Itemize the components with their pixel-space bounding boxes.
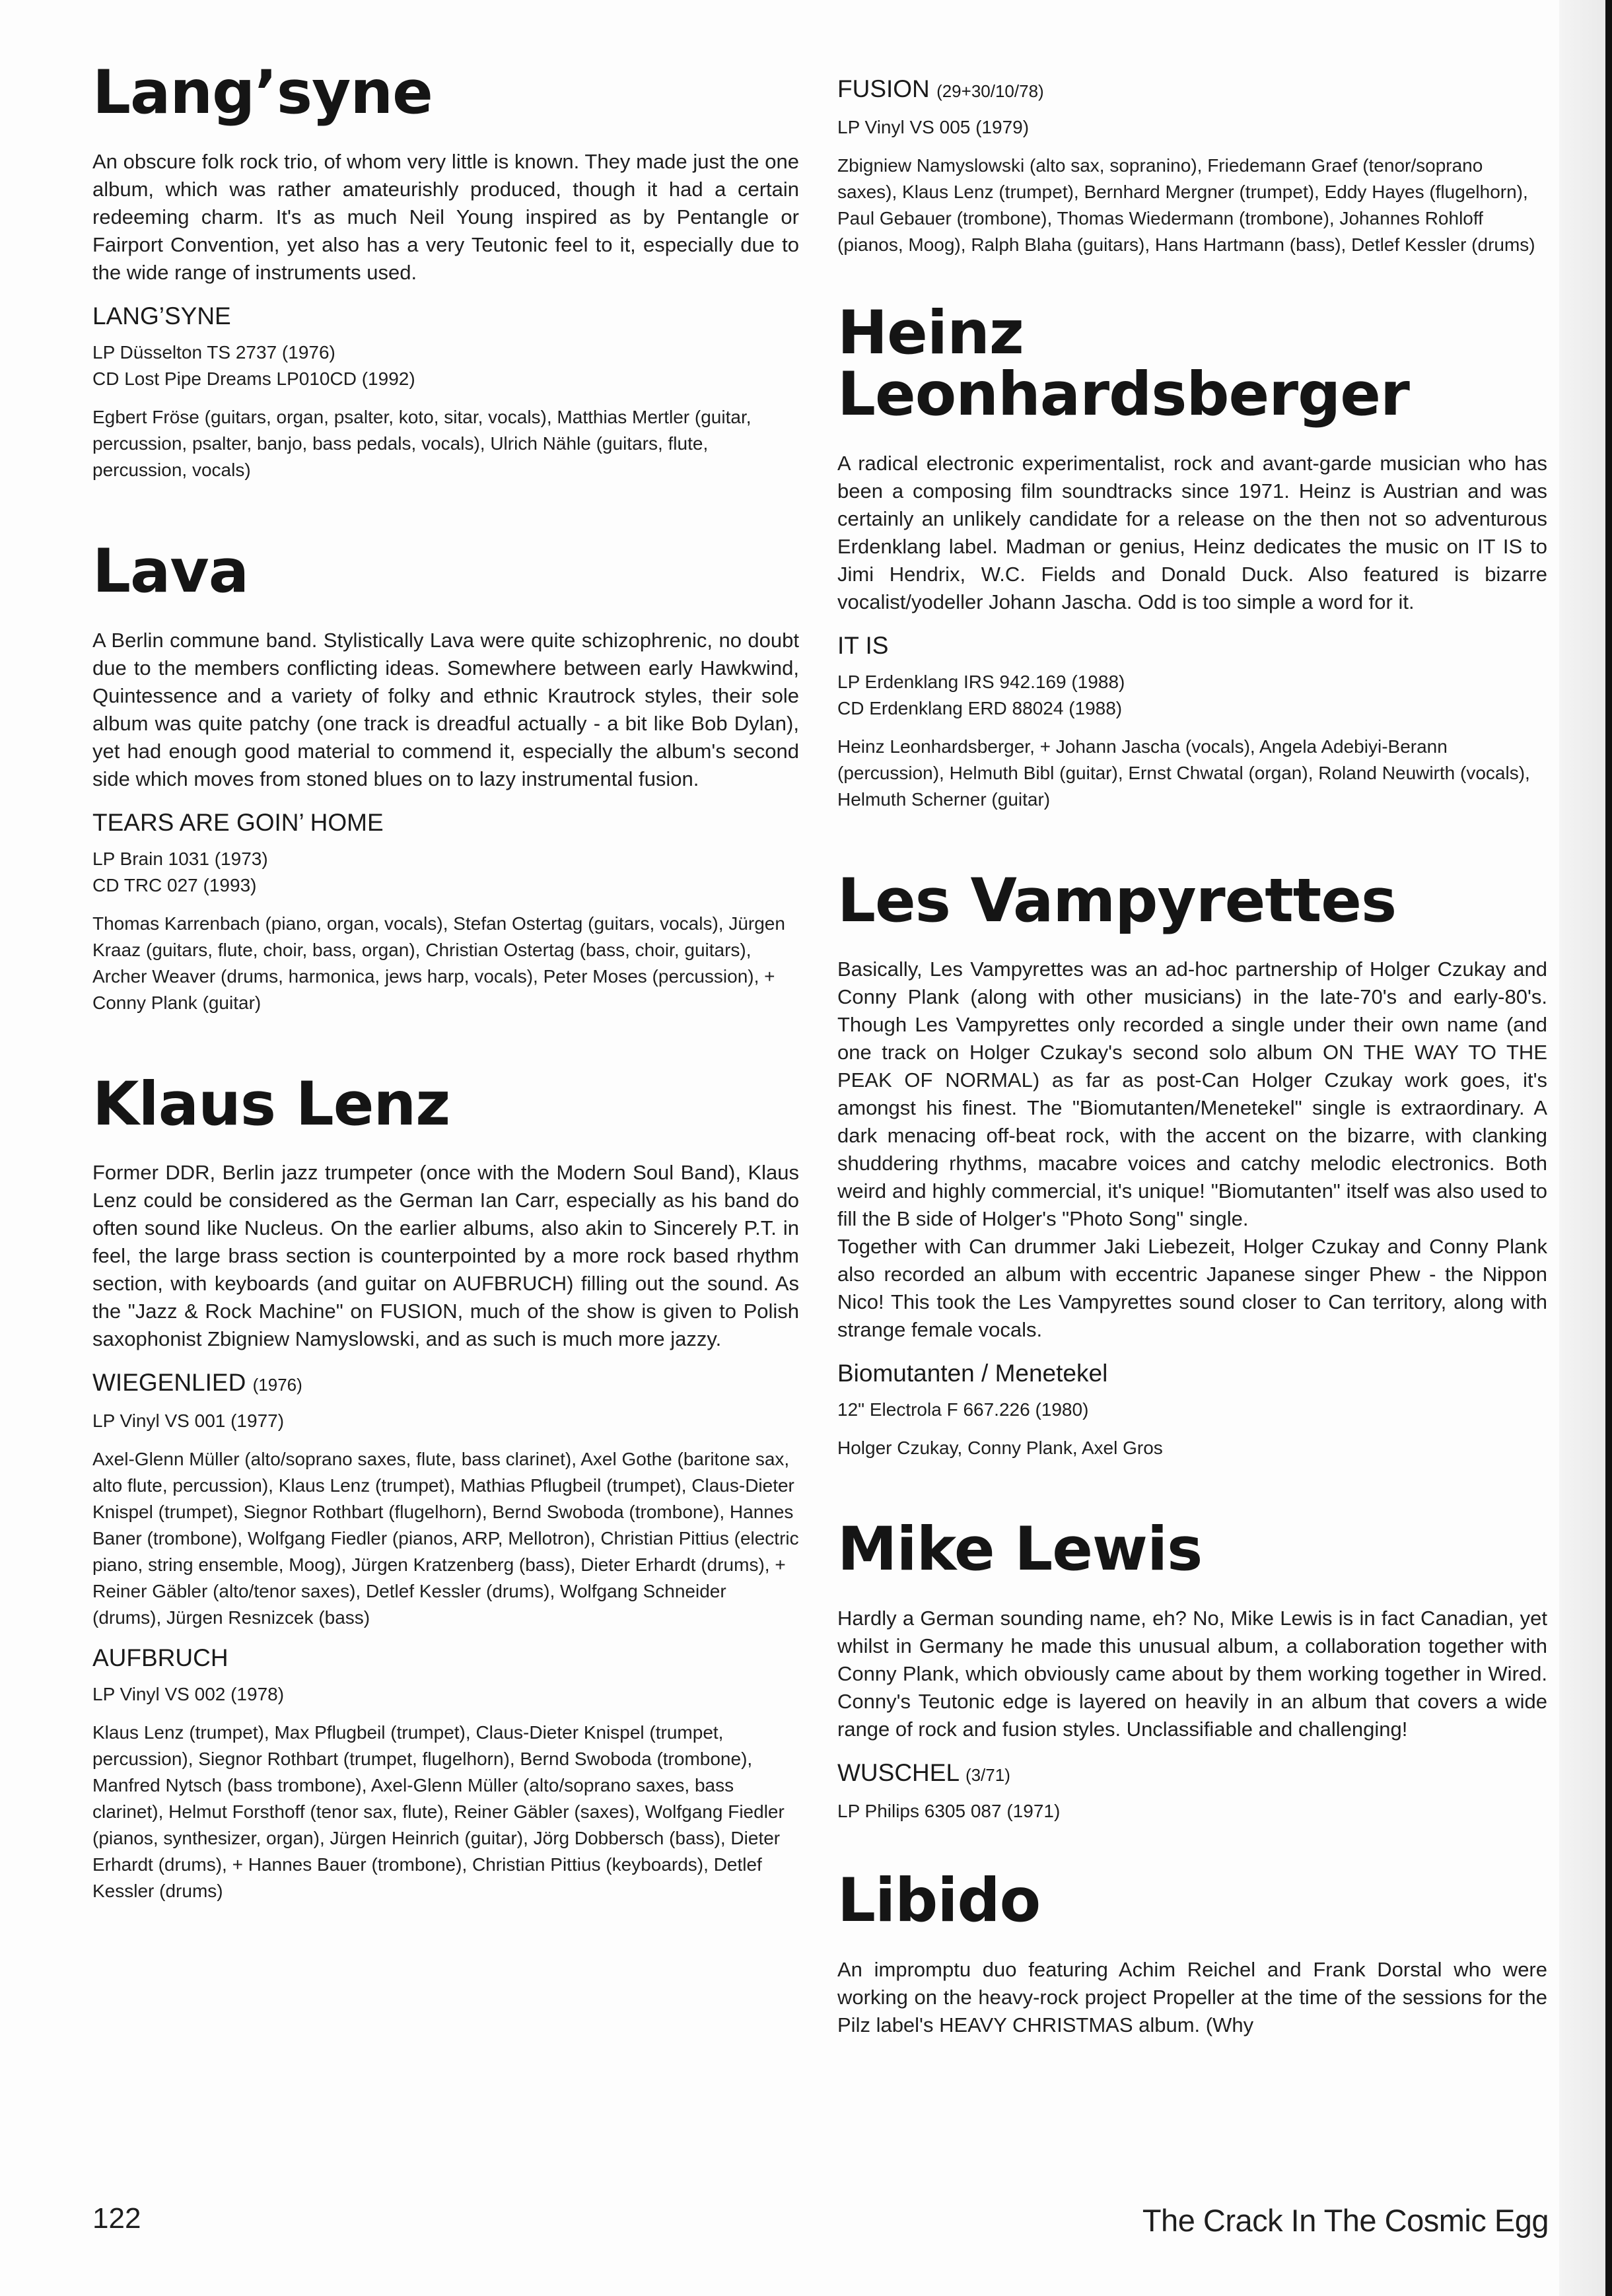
personnel-list: Egbert Fröse (guitars, organ, psalter, koto, sitar, vocals), Matthias Mertler (guitar, percussion, psalter, banjo, bass pedals, vocals), Ulrich Nähle (guitars, flute, percussion, vocals) [92,406,752,480]
entry-leonhardsberger [837,298,1547,813]
release-line: LP Vinyl VS 002 (1978) [92,1684,285,1705]
page-number: 122 [92,2202,141,2235]
entry-klaus-lenz [92,1069,799,1905]
entry-description: An obscure folk rock trio, of whom very little is known. They made just the one album, which was rather amateurishly produced, though it had a certain redeeming charm. It's as much Neil Young inspired as by Pentangle or Fairport Convention, yet also has a very Teutonic feel to it, especially due to the wide range of instruments used. [92,149,799,284]
album-name: WIEGENLIED [92,1369,246,1397]
personnel-list: Axel-Glenn Müller (alto/soprano saxes, flute, bass clarinet), Axel Gothe (baritone sax, alto flute, percussion), Klaus Lenz (trumpet), Mathias Pflugbeil (trumpet), Claus-Dieter Knispel (trumpet), Siegnor Rothbart (flugelhorn), Bernd Swoboda (trombone), Hannes Baner (trombone), Wolfgang Fiedler (pianos, ARP, Mellotron), Christian Pittius (electric piano, string ensemble, Moog), Jürgen Kratzenberg (bass), Dieter Erhardt (drums), + Reiner Gäbler (alto/tenor saxes), Detlef Kessler (drums), Wolfgang Schneider (drums), Jürgen Resnizcek (bass) [92,1449,799,1628]
personnel-list: Thomas Karrenbach (piano, organ, vocals), Stefan Ostertag (guitars, vocals), Jürgen Kraaz (guitars, flute, choir, bass, organ), Christian Ostertag (bass, choir, guitars), Archer Weaver (drums, harmonica, jews harp, vocals), Peter Moses (percussion), + Conny Plank (guitar) [92,913,785,1013]
album-name: FUSION [837,75,930,102]
entry-description: A Berlin commune band. Stylistically Lava were quite schizophrenic, no doubt due to the members conflicting ideas. Somewhere between early Hawkwind, Quintessence and a variety of folky and ethnic Krautrock styles, their sole album was quite patchy (one track is dreadful actually - a bit like Bob Dylan), yet had enough good material to commend it, especially the album's second side which moves from stoned blues on to lazy instrumental fusion. [92,628,799,790]
entry-title: Lava [92,536,249,606]
entry-title: Klaus Lenz [92,1069,450,1139]
entry-title: Mike Lewis [837,1515,1203,1585]
personnel-list: Zbigniew Namyslowski (alto sax, sopranino), Friedemann Graef (tenor/soprano saxes), Klaus Lenz (trumpet), Bernhard Mergner (trumpet), Eddy Hayes (flugelhorn), Paul Gebauer (trombone), Thomas Wiedermann (trombone), Johannes Rohloff (pianos, Moog), Ralph Blaha (guitars), Hans Hartmann (bass), Detlef Kessler (drums) [837,155,1535,255]
adjacent-page-edge [1559,0,1612,2296]
album-date: (29+30/10/78) [936,81,1044,101]
album-title [837,1758,1547,1790]
entry-description: Basically, Les Vampyrettes was an ad-hoc partnership of Holger Czukay and Conny Plank (along with other musicians) in the late-70's and early-80's. Though Les Vampyrettes only recorded a single under their own name (and one track on Holger Czukay's second solo album ON THE WAY TO THE PEAK OF NORMAL) as far as post-Can Holger Czukay work goes, it's amongst his finest. The "Biomutanten/Menetekel" single is extraordinary. A dark menacing off-beat rock, with the accent on the bizarre, with clanking shuddering rhythms, macabre voices and catchy melodic electronics. Both weird and highly commercial, it's unique! "Biomutanten" itself was also used to fill the B side of Holger's "Photo Song" single. [837,957,1547,1231]
entry-title: Les Vampyrettes [837,866,1397,936]
right-column [837,74,1547,2054]
release-line: CD Erdenklang ERD 88024 (1988) [837,697,1123,718]
entry-lava [92,536,799,1016]
release-line: LP Erdenklang IRS 942.169 (1988) [837,671,1125,692]
left-column [92,58,799,1916]
release-line: LP Philips 6305 087 (1971) [837,1801,1061,1822]
entry-title: Lang’syne [92,58,433,127]
entry-title: Libido [837,1866,1041,1936]
album-title: IT IS [837,631,889,659]
album-title [92,1368,799,1400]
page-binding-edge [1605,0,1612,2296]
album-title: AUFBRUCH [92,1644,228,1672]
entry-description: Hardly a German sounding name, eh? No, Mike Lewis is in fact Canadian, yet whilst in Germany he made this unusual album, a collaboration together with Conny Plank, which obviously came about by them working together in Wired. Conny's Teutonic edge is layered on heavily in an album that covers a wide range of rock and fusion styles. Unclassifiable and challenging! [837,1607,1547,1741]
entry-libido [837,1866,1547,2039]
album-title: LANG’SYNE [92,302,231,330]
album-date: (3/71) [965,1765,1010,1786]
release-line: LP Düsselton TS 2737 (1976) [92,341,335,363]
entry-langsyne [92,58,799,483]
personnel-list: Klaus Lenz (trumpet), Max Pflugbeil (trumpet), Claus-Dieter Knispel (trumpet, percussion), Siegnor Rothbart (trumpet, flugelhorn), Bernd Swoboda (trombone), Manfred Nytsch (bass trombone), Axel-Glenn Müller (alto/soprano saxes, bass clarinet), Helmut Forsthoff (tenor sax, flute), Reiner Gäbler (saxes), Wolfgang Fiedler (pianos, synthesizer, organ), Jürgen Heinrich (guitar), Jörg Dobbersch (bass), Dieter Erhardt (drums), + Hannes Bauer (trombone), Christian Pittius (keyboards), Detlef Kessler (drums) [92,1722,785,1902]
entry-klaus-lenz-continued [837,74,1547,258]
entry-les-vampyrettes [837,866,1547,1462]
release-line: LP Brain 1031 (1973) [92,848,268,869]
book-title-footer: The Crack In The Cosmic Egg [1142,2203,1549,2238]
personnel-list: Heinz Leonhardsberger, + Johann Jascha (vocals), Angela Adebiyi-Berann (percussion), Helmuth Bibl (guitar), Ernst Chwatal (organ), Roland Neuwirth (vocals), Helmuth Scherner (guitar) [837,736,1530,810]
album-name: WUSCHEL [837,1759,959,1787]
release-line: LP Vinyl VS 005 (1979) [837,117,1030,137]
entry-description: Former DDR, Berlin jazz trumpeter (once with the Modern Soul Band), Klaus Lenz could be considered as the German Ian Carr, especially as his band do often sound like Nucleus. On the earlier albums, also akin to Sincerely P.T. in feel, the large brass section is counterpointed by a more rock based rhythm section, with keyboards (and guitar on AUFBRUCH) filling out the sound. As the "Jazz & Rock Machine" on FUSION, much of the show is given to Polish saxophonist Zbigniew Namyslowski, and as such is much more jazzy. [92,1161,799,1351]
release-line: 12" Electrola F 667.226 (1980) [837,1399,1089,1420]
entry-description: An impromptu duo featuring Achim Reichel and Frank Dorstal who were working on the heavy-rock project Propeller at the time of the sessions for the Pilz label's HEAVY CHRISTMAS album. (Why [837,1958,1547,2037]
entry-mike-lewis [837,1515,1547,1825]
release-line: LP Vinyl VS 001 (1977) [92,1410,285,1432]
album-title: Biomutanten / Menetekel [837,1360,1108,1387]
album-title: TEARS ARE GOIN’ HOME [92,808,384,836]
personnel-list: Holger Czukay, Conny Plank, Axel Gros [837,1438,1163,1459]
album-date: (1976) [252,1375,302,1395]
entry-description-continued: Together with Can drummer Jaki Liebezeit, Holger Czukay and Conny Plank also recorded an album with eccentric Japanese singer Phew - the Nippon Nico! This took the Les Vampyrettes sound closer to Can territory, along with strange female vocals. [837,1235,1547,1342]
release-line: CD TRC 027 (1993) [92,874,257,895]
release-line: CD Lost Pipe Dreams LP010CD (1992) [92,368,415,389]
entry-title: Heinz Leonhardsberger [837,298,1409,429]
entry-description: A radical electronic experimentalist, rock and avant-garde musician who has been a composing film soundtracks since 1971. Heinz is Austrian and was certainly an unlikely candidate for a release on the then not so adventurous Erdenklang label. Madman or genius, Heinz dedicates the music on IT IS to Jimi Hendrix, W.C. Fields and Donald Duck. Also featured is bizarre vocalist/yodeller Johann Jascha. Odd is too simple a word for it. [837,451,1547,613]
album-title [837,74,1547,106]
